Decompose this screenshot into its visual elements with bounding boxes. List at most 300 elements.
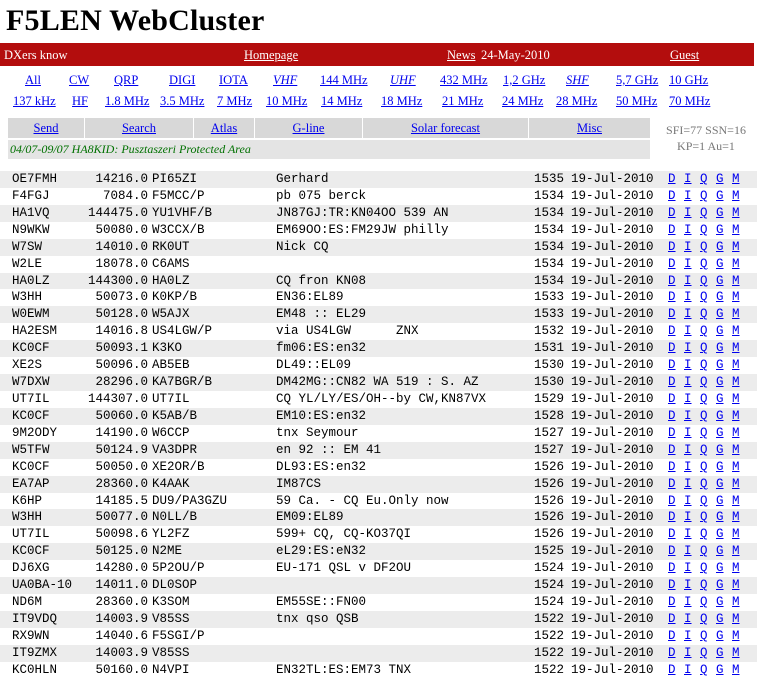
spot-link-q[interactable]: Q <box>700 324 708 339</box>
spot-link-i[interactable]: I <box>684 476 692 491</box>
dx-call: N0LL/B <box>152 510 198 525</box>
spot-link-d[interactable]: D <box>668 273 676 288</box>
spot-link-d[interactable]: D <box>668 239 676 254</box>
spot-link-m[interactable]: M <box>732 375 740 390</box>
spot-link-i[interactable]: I <box>684 662 692 677</box>
spot-link-i[interactable]: I <box>684 628 692 643</box>
spot-time: 1526 <box>533 476 564 491</box>
spot-link-m[interactable]: M <box>732 425 740 440</box>
spot-row <box>0 306 757 323</box>
comment: EU-171 QSL v DF2OU <box>276 561 412 576</box>
spot-link-i[interactable]: I <box>684 391 692 406</box>
band-filter-link[interactable]: 5,7 GHz <box>616 73 659 87</box>
news-link[interactable]: News <box>447 48 476 62</box>
spot-link-g[interactable]: G <box>716 358 724 373</box>
band-filter-link[interactable]: 3.5 MHz <box>160 94 205 108</box>
spot-row <box>0 357 757 374</box>
spot-link-m[interactable]: M <box>732 442 740 457</box>
spot-link-q[interactable]: Q <box>700 442 708 457</box>
spot-link-i[interactable]: I <box>684 307 692 322</box>
spot-link-g[interactable]: G <box>716 662 724 677</box>
spot-date: 19-Jul-2010 <box>571 222 654 237</box>
spot-date: 19-Jul-2010 <box>571 645 654 660</box>
spot-link-i[interactable]: I <box>684 324 692 339</box>
spot-time: 1526 <box>533 527 564 542</box>
frequency: 50050.0 <box>95 459 148 474</box>
spotter-call: W7DXW <box>12 375 50 390</box>
spot-link-m[interactable]: M <box>732 459 740 474</box>
spot-link-i[interactable]: I <box>684 290 692 305</box>
spotter-call: ND6M <box>12 595 43 610</box>
band-filter-link[interactable]: VHF <box>273 73 298 87</box>
homepage-link[interactable]: Homepage <box>244 48 299 62</box>
spot-link-g[interactable]: G <box>716 493 724 508</box>
band-filter-link[interactable]: 14 MHz <box>321 94 363 108</box>
frequency: 50160.0 <box>95 662 148 677</box>
spot-time: 1522 <box>533 628 564 643</box>
spot-row <box>0 408 757 425</box>
spot-link-m[interactable]: M <box>732 611 740 626</box>
dx-call: F5SGI/P <box>152 628 205 643</box>
frequency: 144307.0 <box>87 391 148 406</box>
spot-link-m[interactable]: M <box>732 544 740 559</box>
spot-date: 19-Jul-2010 <box>571 358 654 373</box>
band-filter-link[interactable]: IOTA <box>219 73 248 87</box>
spot-link-d[interactable]: D <box>668 222 676 237</box>
gline-link[interactable]: G-line <box>292 121 325 135</box>
spot-link-i[interactable]: I <box>684 578 692 593</box>
spot-link-d[interactable]: D <box>668 595 676 610</box>
spot-link-m[interactable]: M <box>732 290 740 305</box>
spot-link-q[interactable]: Q <box>700 578 708 593</box>
spot-link-d[interactable]: D <box>668 324 676 339</box>
spot-time: 1533 <box>533 290 564 305</box>
dx-call: XE2OR/B <box>152 459 205 474</box>
spot-link-i[interactable]: I <box>684 222 692 237</box>
comment: DM42MG::CN82 WA 519 : S. AZ <box>276 375 479 390</box>
spot-link-m[interactable]: M <box>732 408 740 423</box>
spot-link-d[interactable]: D <box>668 476 676 491</box>
spot-row <box>0 493 757 510</box>
solar-forecast-link[interactable]: Solar forecast <box>410 121 481 135</box>
spot-link-d[interactable]: D <box>668 544 676 559</box>
spot-link-i[interactable]: I <box>684 358 692 373</box>
spot-date: 19-Jul-2010 <box>571 172 654 186</box>
spot-link-i[interactable]: I <box>684 595 692 610</box>
spot-link-d[interactable]: D <box>668 442 676 457</box>
comment: EM48 :: EL29 <box>276 307 367 322</box>
spot-link-d[interactable]: D <box>668 205 676 220</box>
nav-cell-misc <box>529 118 650 138</box>
spot-link-d[interactable]: D <box>668 645 676 660</box>
comment: pb 075 berck <box>276 188 367 203</box>
spot-date: 19-Jul-2010 <box>571 476 654 491</box>
spot-link-g[interactable]: G <box>716 476 724 491</box>
spot-link-m[interactable]: M <box>732 273 740 288</box>
spotter-call: N9WKW <box>12 222 50 237</box>
spot-link-q[interactable]: Q <box>700 425 708 440</box>
spot-link-i[interactable]: I <box>684 425 692 440</box>
frequency: 50080.0 <box>95 222 148 237</box>
band-filter-link[interactable]: 21 MHz <box>442 94 484 108</box>
band-filter-link[interactable]: DIGI <box>169 73 196 87</box>
spotter-call: KC0CF <box>12 459 50 474</box>
spot-date: 19-Jul-2010 <box>571 561 654 576</box>
spot-date: 19-Jul-2010 <box>571 459 654 474</box>
spot-link-i[interactable]: I <box>684 375 692 390</box>
spot-link-q[interactable]: Q <box>700 510 708 525</box>
spot-date: 19-Jul-2010 <box>571 188 654 203</box>
spot-row <box>0 526 757 543</box>
spot-link-d[interactable]: D <box>668 561 676 576</box>
comment: CQ YL/LY/ES/OH--by CW,KN87VX <box>276 391 487 406</box>
spot-link-q[interactable]: Q <box>700 239 708 254</box>
spotter-call: EA7AP <box>12 476 50 491</box>
spot-link-m[interactable]: M <box>732 391 740 406</box>
spot-date: 19-Jul-2010 <box>571 544 654 559</box>
spot-link-d[interactable]: D <box>668 256 676 271</box>
spot-time: 1531 <box>533 341 564 356</box>
band-filter-row-1 <box>0 73 757 91</box>
frequency: 28296.0 <box>95 375 148 390</box>
spot-link-g[interactable]: G <box>716 628 724 643</box>
spot-link-m[interactable]: M <box>732 222 740 237</box>
dx-call: F5MCC/P <box>152 188 205 203</box>
spot-link-q[interactable]: Q <box>700 222 708 237</box>
spot-date: 19-Jul-2010 <box>571 611 654 626</box>
band-filter-link[interactable]: QRP <box>114 73 139 87</box>
nav-cell-send <box>8 118 85 138</box>
spot-date: 19-Jul-2010 <box>571 510 654 525</box>
spot-row <box>0 543 757 560</box>
spot-link-q[interactable]: Q <box>700 290 708 305</box>
spot-link-m[interactable]: M <box>732 358 740 373</box>
band-filter-link[interactable]: 50 MHz <box>616 94 658 108</box>
spot-link-g[interactable]: G <box>716 205 724 220</box>
spot-link-q[interactable]: Q <box>700 408 708 423</box>
spot-date: 19-Jul-2010 <box>571 341 654 356</box>
spot-link-m[interactable]: M <box>732 476 740 491</box>
spot-link-m[interactable]: M <box>732 172 740 186</box>
spot-link-m[interactable]: M <box>732 239 740 254</box>
spot-date: 19-Jul-2010 <box>571 662 654 677</box>
spot-row <box>0 459 757 476</box>
dx-call: DU9/PA3GZU <box>152 493 228 508</box>
spot-link-q[interactable]: Q <box>700 375 708 390</box>
spotter-call: W2LE <box>12 256 43 271</box>
spot-link-q[interactable]: Q <box>700 628 708 643</box>
band-filter-link[interactable]: UHF <box>390 73 416 87</box>
spot-link-q[interactable]: Q <box>700 527 708 542</box>
spot-link-q[interactable]: Q <box>700 595 708 610</box>
spot-link-d[interactable]: D <box>668 375 676 390</box>
spot-link-g[interactable]: G <box>716 611 724 626</box>
spot-row <box>0 509 757 526</box>
band-filter-link[interactable]: HF <box>72 94 88 108</box>
spot-link-i[interactable]: I <box>684 544 692 559</box>
spot-link-d[interactable]: D <box>668 459 676 474</box>
spot-time: 1528 <box>533 408 564 423</box>
spot-row <box>0 374 757 391</box>
spot-link-q[interactable]: Q <box>700 476 708 491</box>
spot-time: 1525 <box>533 544 564 559</box>
spot-link-q[interactable]: Q <box>700 611 708 626</box>
spot-link-d[interactable]: D <box>668 188 676 203</box>
spot-link-g[interactable]: G <box>716 375 724 390</box>
spot-link-q[interactable]: Q <box>700 493 708 508</box>
spot-link-d[interactable]: D <box>668 425 676 440</box>
frequency: 18078.0 <box>95 256 148 271</box>
band-filter-link[interactable]: 70 MHz <box>669 94 711 108</box>
spot-link-g[interactable]: G <box>716 273 724 288</box>
frequency: 50098.6 <box>95 527 148 542</box>
spot-link-g[interactable]: G <box>716 527 724 542</box>
spot-link-m[interactable]: M <box>732 662 740 677</box>
frequency: 14040.6 <box>95 628 148 643</box>
spot-row <box>0 645 757 662</box>
spot-link-m[interactable]: M <box>732 341 740 356</box>
spot-link-i[interactable]: I <box>684 273 692 288</box>
spot-link-m[interactable]: M <box>732 628 740 643</box>
spot-link-q[interactable]: Q <box>700 459 708 474</box>
spot-time: 1522 <box>533 611 564 626</box>
band-filter-link[interactable]: 144 MHz <box>320 73 368 87</box>
band-filter-link[interactable]: 24 MHz <box>502 94 544 108</box>
spot-link-i[interactable]: I <box>684 341 692 356</box>
band-filter-link[interactable]: SHF <box>566 73 589 87</box>
spot-link-m[interactable]: M <box>732 205 740 220</box>
spot-link-m[interactable]: M <box>732 256 740 271</box>
spot-link-q[interactable]: Q <box>700 358 708 373</box>
dx-call: N4VPI <box>152 662 190 677</box>
atlas-link[interactable]: Atlas <box>210 121 238 135</box>
band-filter-link[interactable]: All <box>25 73 41 87</box>
misc-link[interactable]: Misc <box>577 121 602 135</box>
spot-date: 19-Jul-2010 <box>571 493 654 508</box>
spot-link-i[interactable]: I <box>684 256 692 271</box>
spot-time: 1524 <box>533 578 564 593</box>
spot-link-i[interactable]: I <box>684 459 692 474</box>
solar-line-2: KP=1 Au=1 <box>677 139 735 153</box>
spot-link-q[interactable]: Q <box>700 561 708 576</box>
spot-link-g[interactable]: G <box>716 239 724 254</box>
spot-link-g[interactable]: G <box>716 578 724 593</box>
spot-link-q[interactable]: Q <box>700 645 708 660</box>
spot-link-g[interactable]: G <box>716 172 724 186</box>
search-link[interactable]: Search <box>121 121 156 135</box>
spotter-call: W5TFW <box>12 442 50 457</box>
spot-link-m[interactable]: M <box>732 595 740 610</box>
spot-link-i[interactable]: I <box>684 172 692 186</box>
spot-link-i[interactable]: I <box>684 527 692 542</box>
spot-link-d[interactable]: D <box>668 307 676 322</box>
spot-time: 1534 <box>533 222 564 237</box>
spot-link-i[interactable]: I <box>684 239 692 254</box>
spot-link-q[interactable]: Q <box>700 273 708 288</box>
band-filter-link[interactable]: 137 kHz <box>13 94 56 108</box>
spot-time: 1526 <box>533 493 564 508</box>
send-link[interactable]: Send <box>33 121 59 135</box>
spot-time: 1530 <box>533 375 564 390</box>
spot-link-d[interactable]: D <box>668 628 676 643</box>
spotter-call: W3HH <box>12 290 43 305</box>
spot-row <box>0 222 757 239</box>
spot-link-d[interactable]: D <box>668 341 676 356</box>
spot-link-g[interactable]: G <box>716 222 724 237</box>
spot-link-m[interactable]: M <box>732 493 740 508</box>
spot-link-g[interactable]: G <box>716 561 724 576</box>
frequency: 50124.9 <box>95 442 148 457</box>
band-filter-link[interactable]: 7 MHz <box>217 94 253 108</box>
spot-row <box>0 442 757 459</box>
frequency: 14016.8 <box>95 324 148 339</box>
spot-link-g[interactable]: G <box>716 595 724 610</box>
spot-link-g[interactable]: G <box>716 256 724 271</box>
dx-call: YL2FZ <box>152 527 190 542</box>
spot-link-i[interactable]: I <box>684 611 692 626</box>
comment: EM09:EL89 <box>276 510 344 525</box>
band-filter-link[interactable]: 10 MHz <box>266 94 308 108</box>
spot-link-d[interactable]: D <box>668 358 676 373</box>
frequency: 14216.0 <box>95 172 148 186</box>
spotter-call: 9M2ODY <box>12 425 58 440</box>
spot-link-m[interactable]: M <box>732 561 740 576</box>
spot-link-d[interactable]: D <box>668 527 676 542</box>
spot-link-g[interactable]: G <box>716 459 724 474</box>
band-filter-link[interactable]: 432 MHz <box>440 73 488 87</box>
band-filter-link[interactable]: 10 GHz <box>669 73 709 87</box>
dx-call: N2ME <box>152 544 183 559</box>
frequency: 50077.0 <box>95 510 148 525</box>
spot-link-d[interactable]: D <box>668 510 676 525</box>
spot-link-q[interactable]: Q <box>700 256 708 271</box>
spotter-call: HA2ESM <box>12 324 58 339</box>
spot-link-m[interactable]: M <box>732 510 740 525</box>
spot-link-d[interactable]: D <box>668 611 676 626</box>
spot-link-m[interactable]: M <box>732 578 740 593</box>
spot-date: 19-Jul-2010 <box>571 595 654 610</box>
band-filter-link[interactable]: 28 MHz <box>556 94 598 108</box>
frequency: 14190.0 <box>95 425 148 440</box>
spot-time: 1522 <box>533 662 564 677</box>
spot-link-q[interactable]: Q <box>700 172 708 186</box>
band-filter-link[interactable]: 1.8 MHz <box>105 94 150 108</box>
band-filter-link[interactable]: CW <box>69 73 90 87</box>
spot-link-i[interactable]: I <box>684 645 692 660</box>
spotter-call: KC0CF <box>12 544 50 559</box>
spot-row <box>0 205 757 222</box>
spot-link-d[interactable]: D <box>668 290 676 305</box>
spot-link-q[interactable]: Q <box>700 307 708 322</box>
spot-link-m[interactable]: M <box>732 645 740 660</box>
spot-link-g[interactable]: G <box>716 408 724 423</box>
spot-link-q[interactable]: Q <box>700 391 708 406</box>
spot-link-d[interactable]: D <box>668 172 676 186</box>
spot-link-g[interactable]: G <box>716 324 724 339</box>
spot-link-i[interactable]: I <box>684 442 692 457</box>
spot-link-q[interactable]: Q <box>700 544 708 559</box>
spot-link-g[interactable]: G <box>716 510 724 525</box>
spot-time: 1524 <box>533 561 564 576</box>
spot-link-g[interactable]: G <box>716 645 724 660</box>
top-bar <box>0 43 754 66</box>
spotter-call: RX9WN <box>12 628 50 643</box>
spot-link-d[interactable]: D <box>668 391 676 406</box>
spot-link-g[interactable]: G <box>716 341 724 356</box>
spot-link-i[interactable]: I <box>684 205 692 220</box>
spot-link-g[interactable]: G <box>716 188 724 203</box>
spot-link-d[interactable]: D <box>668 493 676 508</box>
spot-link-d[interactable]: D <box>668 578 676 593</box>
comment: EN36:EL89 <box>276 290 344 305</box>
spotter-call: F4FGJ <box>12 188 50 203</box>
spot-row <box>0 273 757 290</box>
spot-date: 19-Jul-2010 <box>571 273 654 288</box>
guest-link[interactable]: Guest <box>670 48 700 62</box>
spot-link-i[interactable]: I <box>684 561 692 576</box>
frequency: 28360.0 <box>95 476 148 491</box>
spot-link-g[interactable]: G <box>716 544 724 559</box>
spotter-call: DJ6XG <box>12 561 50 576</box>
spot-link-q[interactable]: Q <box>700 205 708 220</box>
spotter-call: W0EWM <box>12 307 50 322</box>
spot-link-i[interactable]: I <box>684 510 692 525</box>
solar-line-1: SFI=77 SSN=16 <box>666 123 746 137</box>
spot-link-m[interactable]: M <box>732 188 740 203</box>
spotter-call: UA0BA-10 <box>12 578 73 593</box>
spot-time: 1524 <box>533 595 564 610</box>
spot-date: 19-Jul-2010 <box>571 527 654 542</box>
spot-link-m[interactable]: M <box>732 527 740 542</box>
spot-link-g[interactable]: G <box>716 425 724 440</box>
spot-link-i[interactable]: I <box>684 493 692 508</box>
spotter-call: OE7FMH <box>12 172 58 186</box>
spot-link-d[interactable]: D <box>668 662 676 677</box>
spot-link-q[interactable]: Q <box>700 662 708 677</box>
spot-link-g[interactable]: G <box>716 307 724 322</box>
band-filter-link[interactable]: 1,2 GHz <box>503 73 546 87</box>
nav-cell-gline <box>255 118 363 138</box>
spot-link-d[interactable]: D <box>668 408 676 423</box>
dx-call: K4AAK <box>152 476 190 491</box>
nav-cell-atlas <box>194 118 255 138</box>
band-filter-link[interactable]: 18 MHz <box>381 94 423 108</box>
spot-link-m[interactable]: M <box>732 324 740 339</box>
dx-call: K3SOM <box>152 595 190 610</box>
spot-date: 19-Jul-2010 <box>571 578 654 593</box>
spot-date: 19-Jul-2010 <box>571 290 654 305</box>
spot-link-i[interactable]: I <box>684 408 692 423</box>
frequency: 14280.0 <box>95 561 148 576</box>
frequency: 14185.5 <box>95 493 148 508</box>
spot-time: 1530 <box>533 358 564 373</box>
comment: fm06:ES:en32 <box>276 341 367 356</box>
spot-link-q[interactable]: Q <box>700 188 708 203</box>
dx-call: KA7BGR/B <box>152 375 213 390</box>
spot-date: 19-Jul-2010 <box>571 425 654 440</box>
spot-date: 19-Jul-2010 <box>571 442 654 457</box>
comment: IM87CS <box>276 476 322 491</box>
spot-link-i[interactable]: I <box>684 188 692 203</box>
spot-date: 19-Jul-2010 <box>571 307 654 322</box>
spot-link-q[interactable]: Q <box>700 341 708 356</box>
frequency: 50093.1 <box>95 341 148 356</box>
spot-link-g[interactable]: G <box>716 391 724 406</box>
spot-link-m[interactable]: M <box>732 307 740 322</box>
spot-link-g[interactable]: G <box>716 442 724 457</box>
spot-link-g[interactable]: G <box>716 290 724 305</box>
spot-time: 1534 <box>533 205 564 220</box>
